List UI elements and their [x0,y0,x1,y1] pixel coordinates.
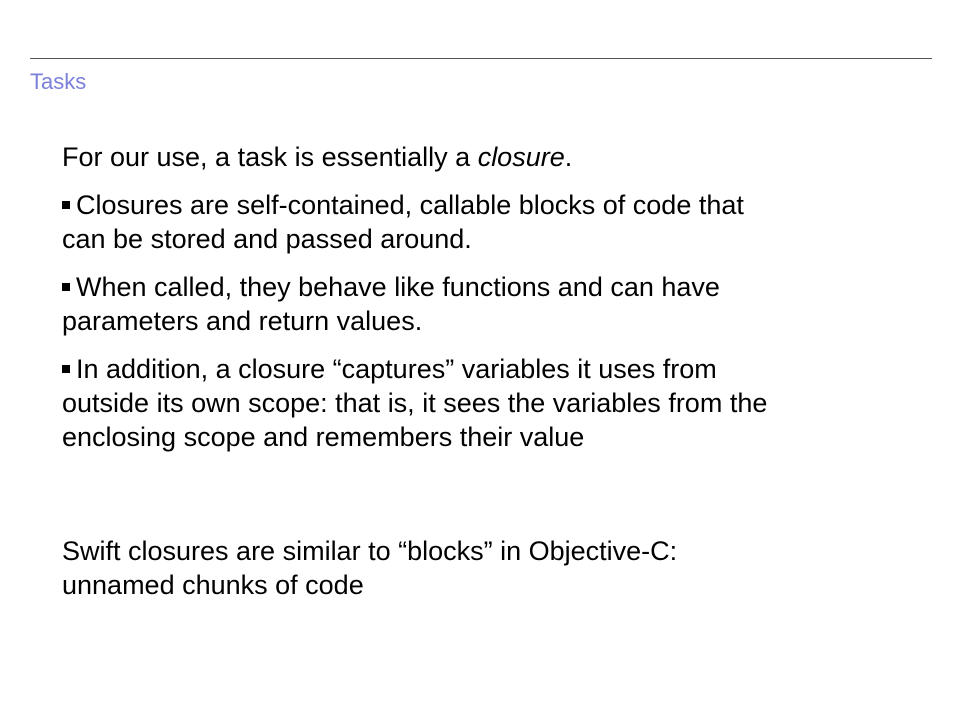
paragraph-gap [62,468,922,534]
bullet-item-3 [62,352,922,454]
intro-text: For our use, a task is essentially a [62,142,478,172]
bullet-1-line-2: can be stored and passed around. [62,224,472,254]
square-bullet-icon [62,201,70,209]
bullet-2-line-1 [62,270,922,304]
intro-paragraph [62,140,922,174]
bullet-3-line-1 [62,352,922,386]
bullet-item-2 [62,270,922,338]
slide-body [62,140,922,602]
bullet-3-line-3: enclosing scope and remembers their value [62,422,585,452]
bullet-1-text-1: Closures are self-contained, callable blocks of code that [76,190,744,220]
intro-period: . [564,142,573,172]
bullet-2-line-2: parameters and return values. [62,306,423,336]
bullet-3-line-2: outside its own scope: that is, it sees the variables from the [62,388,768,418]
square-bullet-icon [62,365,70,373]
closing-line-1: Swift closures are similar to “blocks” in Objective-C: [62,536,678,566]
bullet-1-line-1 [62,188,922,222]
title-divider [30,58,932,59]
closing-line-2: unnamed chunks of code [62,570,364,600]
bullet-2-text-1: When called, they behave like functions and can have [76,272,720,302]
slide-title: Tasks [30,69,87,94]
square-bullet-icon [62,283,70,291]
closing-paragraph [62,534,922,602]
bullet-item-1 [62,188,922,256]
bullet-3-text-1: In addition, a closure “captures” variables it uses from [76,354,717,384]
intro-emphasis: closure [477,142,565,172]
